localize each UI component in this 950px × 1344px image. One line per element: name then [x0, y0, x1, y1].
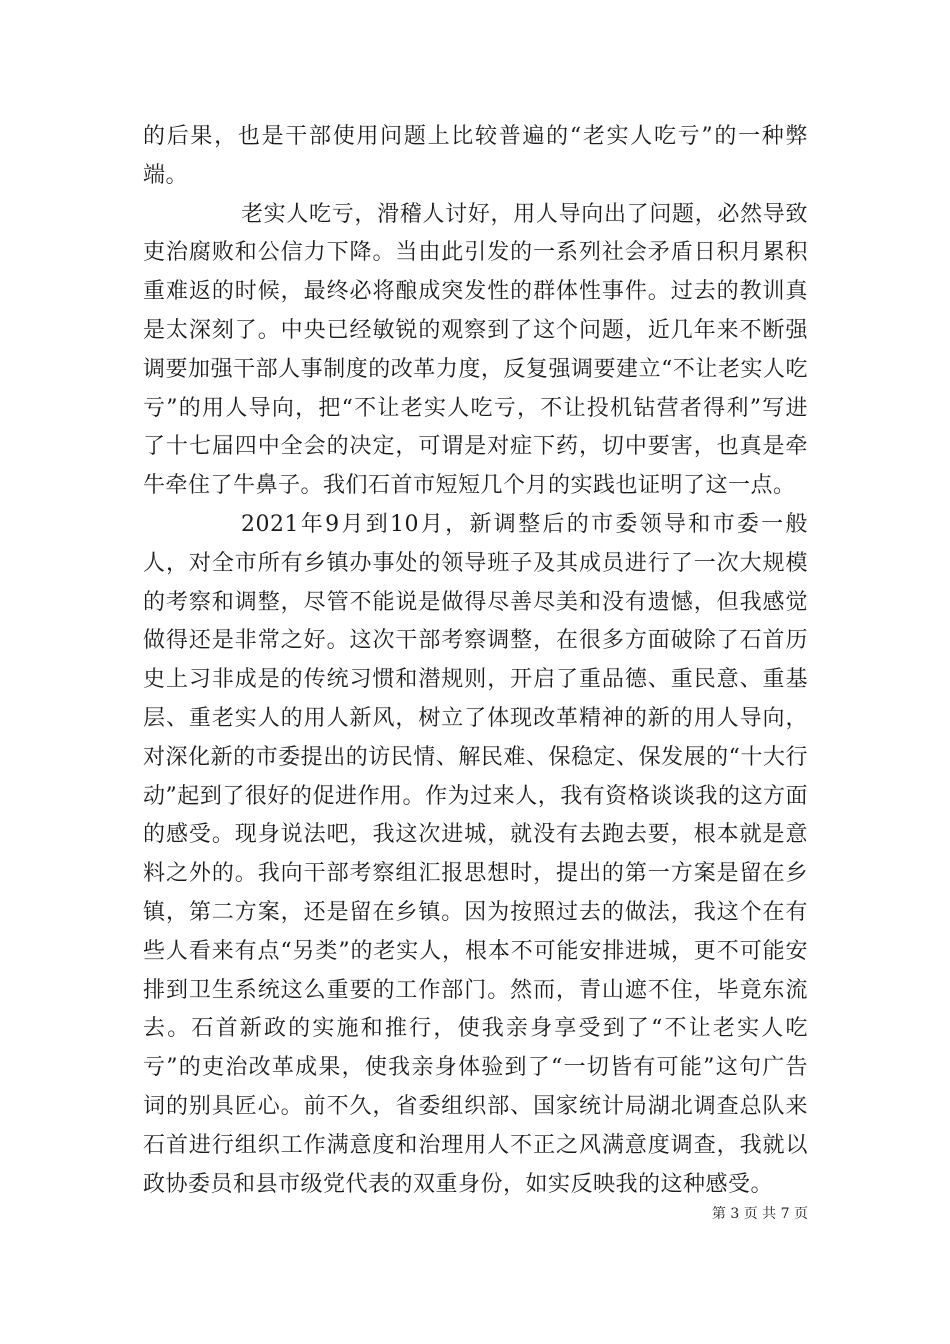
paragraph-honest-people: 老实人吃亏，滑稽人讨好，用人导向出了问题，必然导致吏治腐败和公信力下降。当由此引发的一系列社会矛盾日积月累积重难返的时候，最终必将酿成突发性的群体性事件。过去的教训真是太深刻了。中央已经敏锐的观察到了这个问题，近几年来不断强调要加强干部人事制度的改革力度，反复强调要建立“不让老实人吃亏”的用人导向，把“不让老实人吃亏，不让投机钻营者得利”写进了十七届四中全会的决定，可谓是对症下药，切中要害，也真是牵牛牵住了牛鼻子。我们石首市短短几个月的实践也证明了这一点。 — [143, 201, 808, 499]
body-text — [143, 118, 808, 1204]
paragraph-continuation: 的后果，也是干部使用问题上比较普遍的“老实人吃亏”的一种弊端。 — [143, 124, 808, 188]
page-number-footer: 第 3 页 共 7 页 — [711, 1206, 808, 1222]
paragraph-cadre-adjustment: 2021年9月到10月，新调整后的市委领导和市委一般人，对全市所有乡镇办事处的领导班子及其成员进行了一次大规模的考察和调整，尽管不能说是做得尽善尽美和没有遗憾，但我感觉做得还是非常之好。这次干部考察调整，在很多方面破除了石首历史上习非成是的传统习惯和潜规则，开启了重品德、重民意、重基层、重老实人的用人新风，树立了体现改革精神的新的用人导向，对深化新的市委提出的访民情、解民难、保稳定、保发展的“十大行动”起到了很好的促进作用。作为过来人，我有资格谈谈我的这方面的感受。现身说法吧，我这次进城，就没有去跑去要，根本就是意料之外的。我向干部考察组汇报思想时，提出的第一方案是留在乡镇，第二方案，还是留在乡镇。因为按照过去的做法，我这个在有些人看来有点“另类”的老实人，根本不可能安排进城，更不可能安排到卫生系统这么重要的工作部门。然而，青山遮不住，毕竟东流去。石首新政的实施和推行，使我亲身享受到了“不让老实人吃亏”的吏治改革成果，使我亲身体验到了“一切皆有可能”这句广告词的别具匠心。前不久，省委组织部、国家统计局湖北调查总队来石首进行组织工作满意度和治理用人不正之风满意度调查，我就以政协委员和县市级党代表的双重身份，如实反映我的这种感受。 — [143, 511, 808, 1197]
